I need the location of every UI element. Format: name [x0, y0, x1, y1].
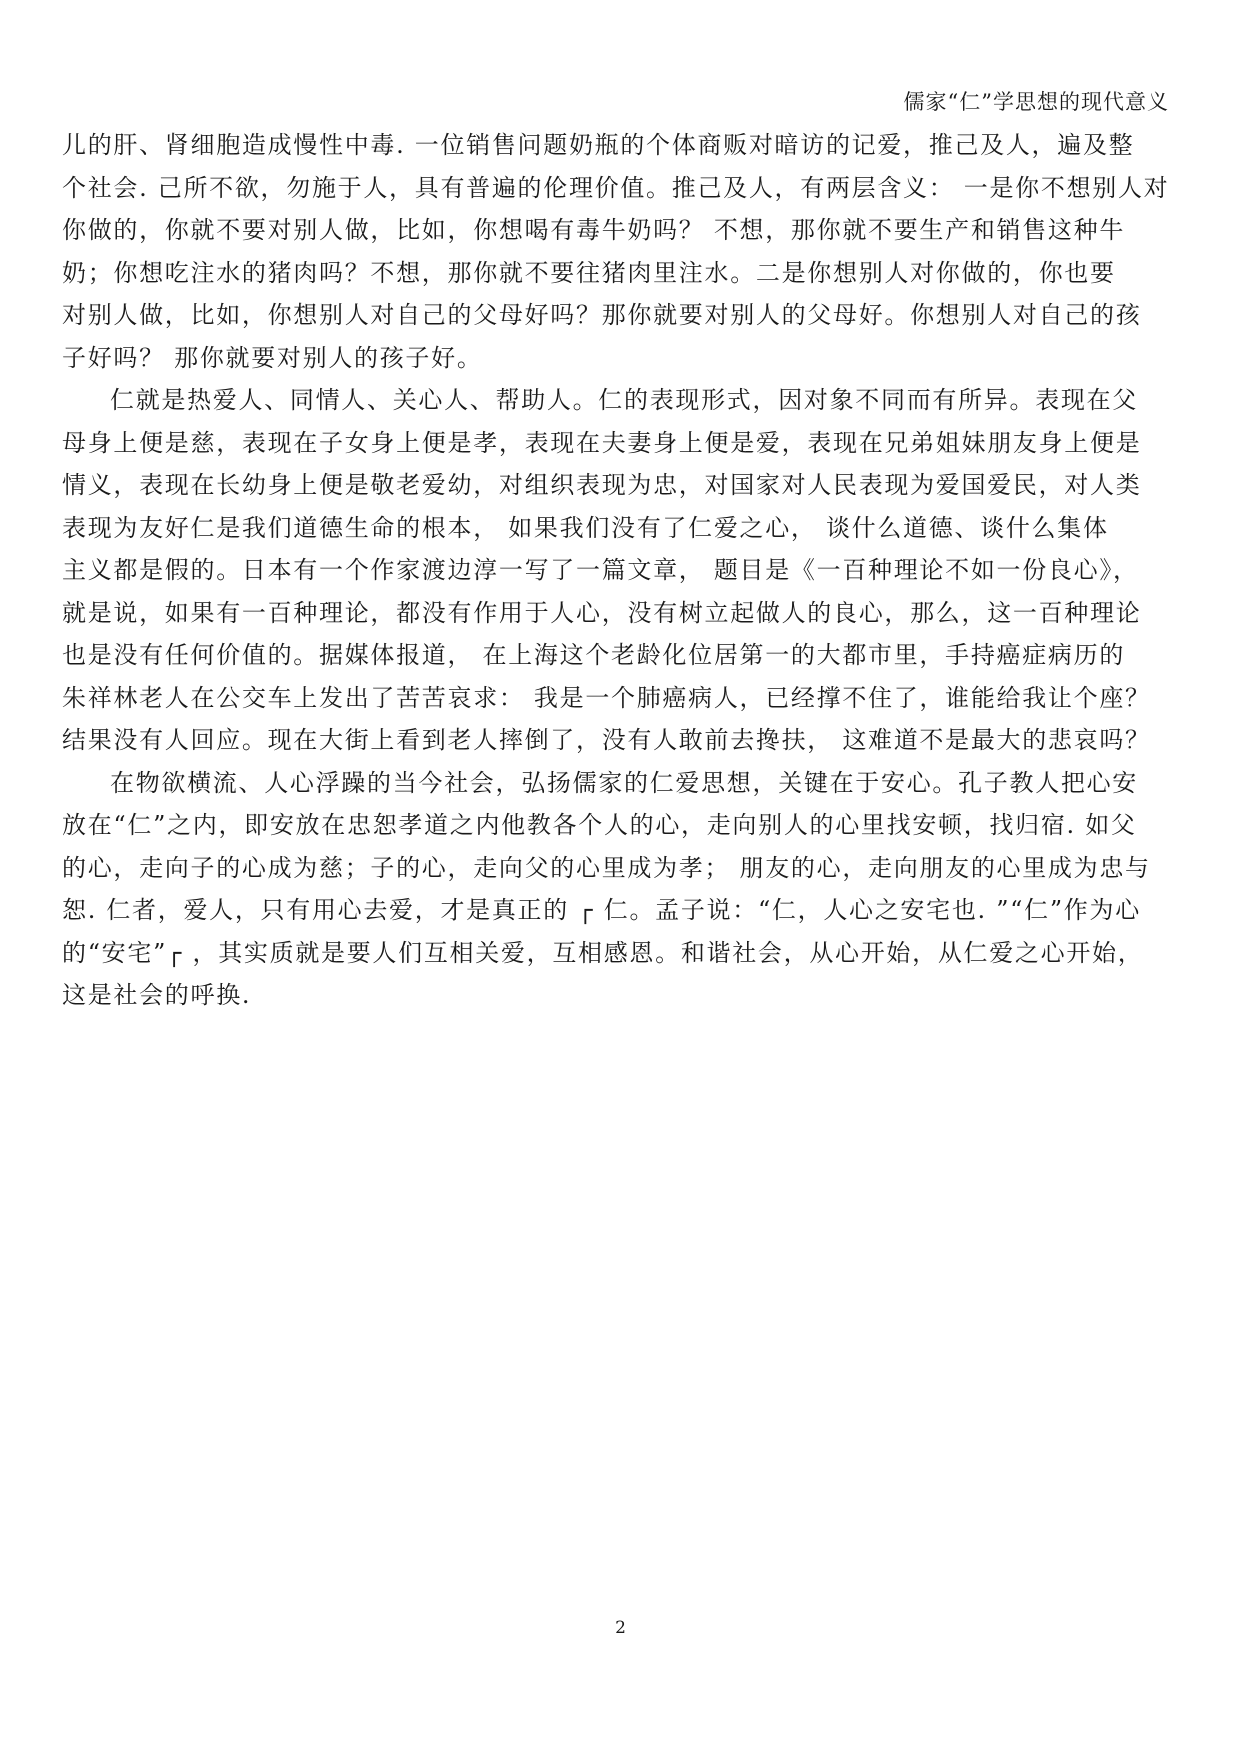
text-line: 这是社会的呼换.: [62, 981, 252, 1009]
text-line: 表现为友好仁是我们道德生命的根本， 如果我们没有了仁爱之心， 谈什么道德、谈什么集体: [62, 513, 1109, 542]
text-line: 母身上便是慈，表现在子女身上便是孝，表现在夫妻身上便是爱，表现在兄弟姐妹朋友身上便是: [62, 428, 1142, 457]
paragraph: [62, 379, 1180, 762]
text-line: 情义，表现在长幼身上便是敬老爱幼，对组织表现为忠，对国家对人民表现为爱国爱民，对人类: [62, 471, 1142, 499]
text-line: 在物欲横流、人心浮躁的当今社会，弘扬儒家的仁爱思想，关键在于安心。孔子教人把心安: [110, 768, 1138, 797]
text-line: 放在“仁”之内，即安放在忠恕孝道之内他教各个人的心，走向别人的心里找安顿，找归宿. 如父: [62, 811, 1137, 839]
text-line: 仁就是热爱人、同情人、关心人、帮助人。仁的表现形式，因对象不同而有所异。表现在父: [110, 386, 1138, 414]
text-line: 就是说，如果有一百种理论，都没有作用于人心，没有树立起做人的良心，那么，这一百种理论: [62, 598, 1142, 627]
text-line: 奶；你想吃注水的猪肉吗？不想，那你就不要往猪肉里注水。二是你想别人对你做的，你也要: [62, 258, 1116, 287]
text-line: 主义都是假的。日本有一个作家渡边淳一写了一篇文章， 题目是《一百种理论不如一份良心》，: [62, 556, 1139, 584]
running-header: 儒家“仁”学思想的现代意义: [903, 90, 1169, 114]
text-line: 也是没有任何价值的。据媒体报道， 在上海这个老龄化位居第一的大都市里，手持癌症病历的: [62, 641, 1126, 669]
text-line: 你做的，你就不要对别人做，比如，你想喝有毒牛奶吗？ 不想，那你就不要生产和销售这种牛: [62, 216, 1126, 244]
body-text: [62, 124, 1180, 1017]
text-line: 结果没有人回应。现在大街上看到老人摔倒了，没有人敢前去搀扶， 这难道不是最大的悲哀吗？: [62, 726, 1151, 754]
text-line: 儿的肝、肾细胞造成慢性中毒. 一位销售问题奶瓶的个体商贩对暗访的记爱，推己及人，遍及整: [62, 131, 1135, 159]
text-line: 个社会. 己所不欲，勿施于人，具有普遍的伦理价值。推己及人，有两层含义： 一是你不想别人对: [62, 173, 1170, 202]
page-number: 2: [615, 1618, 626, 1638]
text-line: 对别人做，比如，你想别人对自己的父母好吗？那你就要对别人的父母好。你想别人对自己的孩: [62, 301, 1142, 329]
text-line: 朱祥林老人在公交车上发出了苦苦哀求： 我是一个肺癌病人，已经撑不住了，谁能给我让个座？: [62, 683, 1151, 712]
text-line: 的“安宅”┌ ，其实质就是要人们互相关爱，互相感恩。和谐社会，从心开始，从仁爱之心开始，: [62, 938, 1144, 967]
text-line: 的心，走向子的心成为慈；子的心，走向父的心里成为孝； 朋友的心，走向朋友的心里成为忠与: [62, 853, 1151, 882]
text-line: 子好吗？ 那你就要对别人的孩子好。: [62, 343, 483, 372]
text-line: 恕. 仁者，爱人，只有用心去爱，才是真正的 ┌ 仁。孟子说：“仁，人心之安宅也. ”“仁”作为心: [62, 896, 1141, 924]
paragraph: [62, 124, 1180, 379]
paragraph: [62, 762, 1180, 1017]
